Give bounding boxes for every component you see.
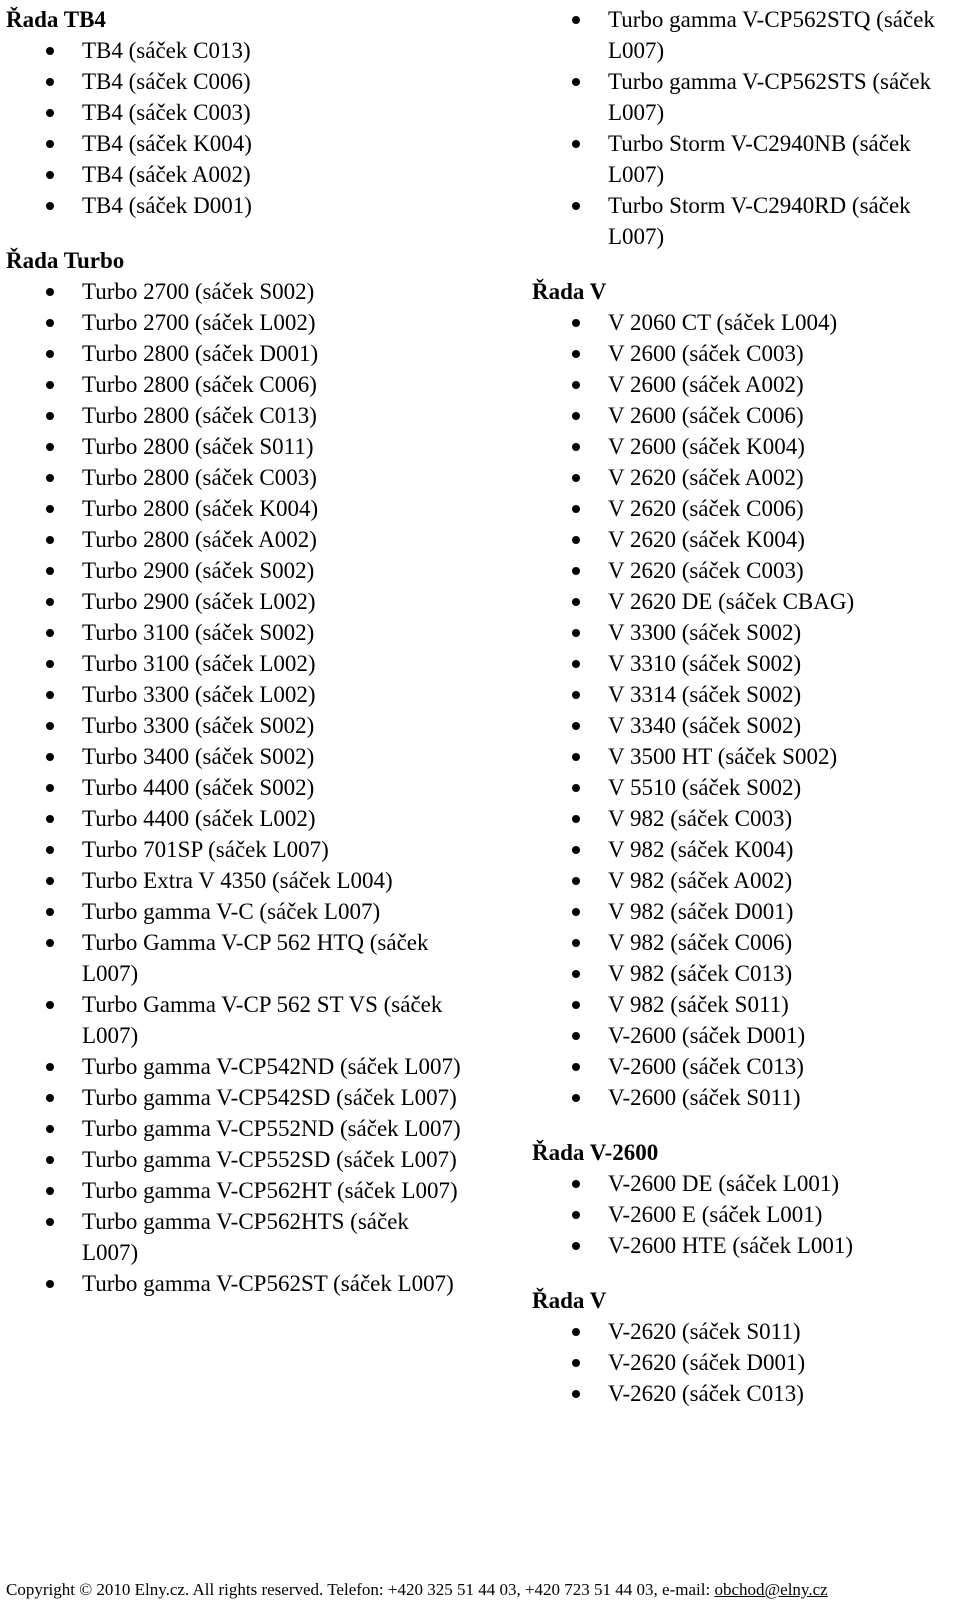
list-item: V-2600 (sáček D001)	[532, 1020, 960, 1051]
product-list	[6, 35, 466, 221]
right-column	[532, 4, 960, 1433]
list-item: Turbo gamma V-C (sáček L007)	[6, 896, 466, 927]
list-item: V 3340 (sáček S002)	[532, 710, 960, 741]
list-item: Turbo Extra V 4350 (sáček L004)	[6, 865, 466, 896]
list-item: Turbo 4400 (sáček L002)	[6, 803, 466, 834]
list-item: V 2620 (sáček A002)	[532, 462, 960, 493]
list-item: Turbo 2800 (sáček C013)	[6, 400, 466, 431]
list-item: V 2620 (sáček C006)	[532, 493, 960, 524]
list-item: Turbo 3300 (sáček L002)	[6, 679, 466, 710]
list-item: Turbo 3100 (sáček L002)	[6, 648, 466, 679]
list-item: Turbo 2900 (sáček S002)	[6, 555, 466, 586]
list-item: Turbo Storm V-C2940RD (sáček L007)	[532, 190, 960, 252]
list-item: Turbo 2800 (sáček S011)	[6, 431, 466, 462]
section-title: Řada V-2600	[532, 1140, 659, 1165]
section-title: Řada TB4	[6, 7, 106, 32]
section-title: Řada Turbo	[6, 248, 125, 273]
list-item: V-2600 HTE (sáček L001)	[532, 1230, 960, 1261]
section-title: Řada V	[532, 279, 607, 304]
footer-copyright-text: Copyright © 2010 Elny.cz. All rights reserved. Telefon: +420 325 51 44 03, +420 723 51 44 03, e-mail:	[6, 1580, 715, 1599]
left-column	[6, 4, 466, 1323]
list-item: TB4 (sáček C006)	[6, 66, 466, 97]
series-section-rada-v	[532, 1285, 960, 1409]
list-item: Turbo 2900 (sáček L002)	[6, 586, 466, 617]
list-item: TB4 (sáček C003)	[6, 97, 466, 128]
list-item: V-2600 E (sáček L001)	[532, 1199, 960, 1230]
list-item: Turbo gamma V-CP562STQ (sáček L007)	[532, 4, 960, 66]
list-item: V 3300 (sáček S002)	[532, 617, 960, 648]
list-item: V 3314 (sáček S002)	[532, 679, 960, 710]
list-item: V 3310 (sáček S002)	[532, 648, 960, 679]
list-item: Turbo 3300 (sáček S002)	[6, 710, 466, 741]
list-item: V 982 (sáček C003)	[532, 803, 960, 834]
product-list	[532, 1168, 960, 1261]
list-item: Turbo 2800 (sáček K004)	[6, 493, 466, 524]
list-item: V 2620 (sáček C003)	[532, 555, 960, 586]
list-item: Turbo gamma V-CP562HT (sáček L007)	[6, 1175, 466, 1206]
series-section-rada-v-2600	[532, 1137, 960, 1261]
list-item: TB4 (sáček D001)	[6, 190, 466, 221]
list-item: V-2600 (sáček C013)	[532, 1051, 960, 1082]
list-item: Turbo 2800 (sáček D001)	[6, 338, 466, 369]
list-item: Turbo 701SP (sáček L007)	[6, 834, 466, 865]
list-item: V-2620 (sáček C013)	[532, 1378, 960, 1409]
series-section-continued	[532, 4, 960, 252]
list-item: Turbo 2700 (sáček S002)	[6, 276, 466, 307]
list-item: Turbo gamma V-CP562HTS (sáček L007)	[6, 1206, 466, 1268]
footer-email-link[interactable]: obchod@elny.cz	[714, 1580, 828, 1599]
list-item: Turbo 3100 (sáček S002)	[6, 617, 466, 648]
list-item: Turbo 2800 (sáček C003)	[6, 462, 466, 493]
list-item: Turbo gamma V-CP542ND (sáček L007)	[6, 1051, 466, 1082]
list-item: TB4 (sáček C013)	[6, 35, 466, 66]
series-section-rada-tb4	[6, 4, 466, 221]
product-list	[532, 307, 960, 1113]
list-item: Turbo gamma V-CP552SD (sáček L007)	[6, 1144, 466, 1175]
list-item: Turbo Storm V-C2940NB (sáček L007)	[532, 128, 960, 190]
list-item: V-2600 DE (sáček L001)	[532, 1168, 960, 1199]
list-item: Turbo gamma V-CP552ND (sáček L007)	[6, 1113, 466, 1144]
product-list	[532, 4, 960, 252]
list-item: V-2620 (sáček S011)	[532, 1316, 960, 1347]
list-item: V 2600 (sáček K004)	[532, 431, 960, 462]
list-item: V 3500 HT (sáček S002)	[532, 741, 960, 772]
list-item: Turbo Gamma V-CP 562 ST VS (sáček L007)	[6, 989, 466, 1051]
list-item: Turbo 2800 (sáček A002)	[6, 524, 466, 555]
list-item: V 982 (sáček S011)	[532, 989, 960, 1020]
section-title: Řada V	[532, 1288, 607, 1313]
list-item: V 2620 DE (sáček CBAG)	[532, 586, 960, 617]
series-section-rada-turbo	[6, 245, 466, 1299]
series-section-rada-v	[532, 276, 960, 1113]
list-item: Turbo gamma V-CP562STS (sáček L007)	[532, 66, 960, 128]
list-item: Turbo 2700 (sáček L002)	[6, 307, 466, 338]
list-item: V 2060 CT (sáček L004)	[532, 307, 960, 338]
list-item: V 982 (sáček D001)	[532, 896, 960, 927]
list-item: V-2600 (sáček S011)	[532, 1082, 960, 1113]
footer	[6, 1580, 954, 1600]
list-item: V 2620 (sáček K004)	[532, 524, 960, 555]
list-item: V 5510 (sáček S002)	[532, 772, 960, 803]
list-item: V 2600 (sáček C006)	[532, 400, 960, 431]
list-item: Turbo 4400 (sáček S002)	[6, 772, 466, 803]
list-item: TB4 (sáček K004)	[6, 128, 466, 159]
list-item: V 982 (sáček C006)	[532, 927, 960, 958]
list-item: TB4 (sáček A002)	[6, 159, 466, 190]
list-item: V 982 (sáček K004)	[532, 834, 960, 865]
list-item: V 2600 (sáček C003)	[532, 338, 960, 369]
list-item: V 982 (sáček C013)	[532, 958, 960, 989]
list-item: V 2600 (sáček A002)	[532, 369, 960, 400]
list-item: Turbo Gamma V-CP 562 HTQ (sáček L007)	[6, 927, 466, 989]
list-item: V-2620 (sáček D001)	[532, 1347, 960, 1378]
list-item: Turbo gamma V-CP542SD (sáček L007)	[6, 1082, 466, 1113]
product-list	[6, 276, 466, 1299]
list-item: Turbo gamma V-CP562ST (sáček L007)	[6, 1268, 466, 1299]
list-item: Turbo 3400 (sáček S002)	[6, 741, 466, 772]
list-item: V 982 (sáček A002)	[532, 865, 960, 896]
product-list	[532, 1316, 960, 1409]
list-item: Turbo 2800 (sáček C006)	[6, 369, 466, 400]
